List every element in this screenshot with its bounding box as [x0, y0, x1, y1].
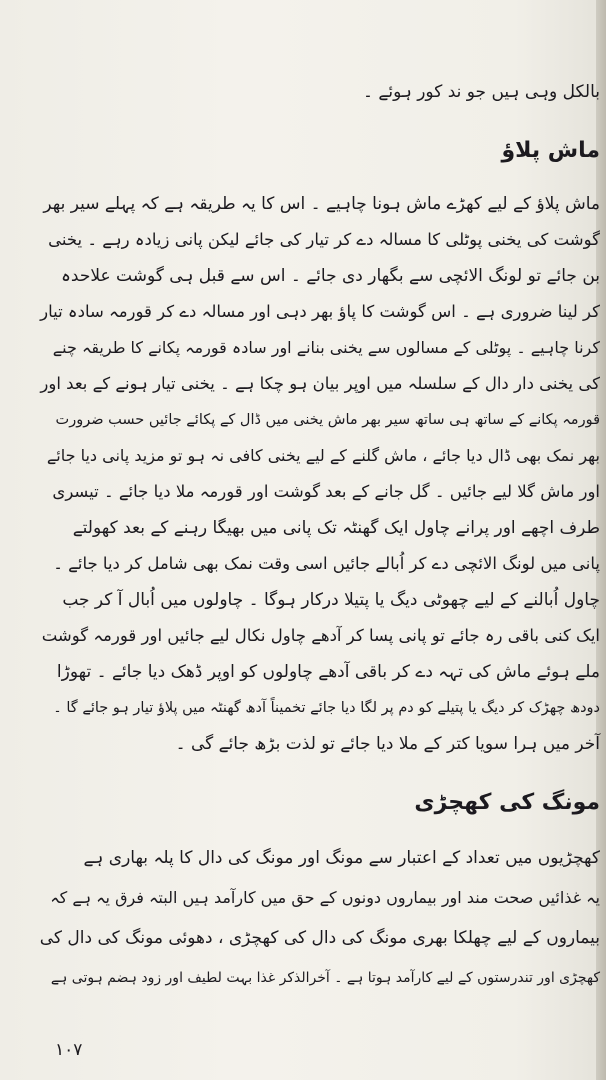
body-line: چاول اُبالنے کے لیے چھوٹی دیگ یا پتیلا درکار ہوگا ۔ چاولوں میں اُبال آ کر جب	[62, 590, 600, 610]
body-line: کھچڑی اور تندرستوں کے لیے کارآمد ہوتا ہے ۔ آخرالذکر غذا بہت لطیف اور زود ہضم ہوتی ہے	[50, 970, 600, 986]
body-line: ماش پلاؤ کے لیے کھڑے ماش ہونا چاہیے ۔ اس کا یہ طریقہ ہے کہ پہلے سیر بھر	[43, 194, 600, 214]
intro-line: بالکل وہی ہیں جو ند کور ہوئے ۔	[363, 82, 600, 102]
page-number: ۱۰۷	[55, 1040, 83, 1060]
body-line: ایک کنی باقی رہ جائے تو پانی پسا کر آدھے چاول نکال لیے جائیں اور قورمہ گوشت	[41, 626, 600, 645]
body-line: طرف اچھے اور پرانے چاول ایک گھنٹہ تک پانی میں بھیگا رہنے کے بعد کھولتے	[72, 518, 600, 538]
body-line: بیماروں کے لیے چھلکا بھری مونگ کی دال کی کھچڑی ، دھوئی مونگ کی دال کی	[39, 928, 600, 948]
heading-moong-khichdi: مونگ کی کھچڑی	[414, 790, 600, 815]
body-line: کرنا چاہیے ۔ پوٹلی کے مسالوں سے یخنی بنانے اور سادہ قورمہ پکانے کا طریقہ چنے	[52, 338, 600, 357]
heading-mash-pulao: ماش پلاؤ	[501, 138, 600, 163]
body-line: ملے ہوئے ماش کی تہہ دے کر باقی آدھے چاولوں کو اوپر ڈھک دیا جائے ۔ تھوڑا	[56, 662, 600, 682]
body-line: بھر نمک بھی ڈال دیا جائے ، ماش گلنے کے لیے یخنی کافی نہ ہو تو مزید پانی دیا جائے	[46, 446, 600, 465]
body-line: یہ غذائیں صحت مند اور بیماروں دونوں کے حق میں کارآمد ہیں البتہ فرق یہ ہے کہ	[50, 888, 600, 907]
body-line: کھچڑیوں میں تعداد کے اعتبار سے مونگ اور مونگ کی دال کا پلہ بھاری ہے	[83, 848, 600, 868]
body-line: اور ماش گلا لیے جائیں ۔ گل جانے کے بعد گوشت اور قورمہ ملا دیا جائے ۔ تیسری	[52, 482, 600, 501]
body-line: گوشت کی یخنی پوٹلی کا مسالہ دے کر تیار کی جائے لیکن پانی زیادہ رہے ۔ یخنی	[48, 230, 600, 249]
body-line: قورمہ پکانے کے ساتھ ہی ساتھ سیر بھر ماش یخنی میں ڈال کے پکائے جائیں حسب ضرورت	[55, 412, 600, 428]
body-line: کی یخنی دار دال کے سلسلہ میں اوپر بیان ہو چکا ہے ۔ یخنی تیار ہونے کے بعد اور	[40, 374, 600, 393]
body-line: کر لینا ضروری ہے ۔ اس گوشت کا پاؤ بھر دہی اور مسالہ دے کر قورمہ سادہ تیار	[40, 302, 600, 321]
body-line: بن جائے تو لونگ الائچی سے بگھار دی جائے ۔ اس سے قبل ہی گوشت علاحدہ	[60, 266, 600, 286]
body-line: دودھ چھڑک کر دیگ یا پتیلے کو دم پر لگا دیا جائے تخمیناً آدھ گھنٹہ میں پلاؤ تیار ہو جائے گا ۔	[53, 700, 600, 716]
body-line: پانی میں لونگ الائچی دے کر اُبالے جائیں اسی وقت نمک بھی شامل کر دیا جائے ۔	[53, 554, 600, 573]
body-line: آخر میں ہرا سویا کتر کے ملا دیا جائے تو لذت بڑھ جائے گی ۔	[175, 734, 600, 754]
